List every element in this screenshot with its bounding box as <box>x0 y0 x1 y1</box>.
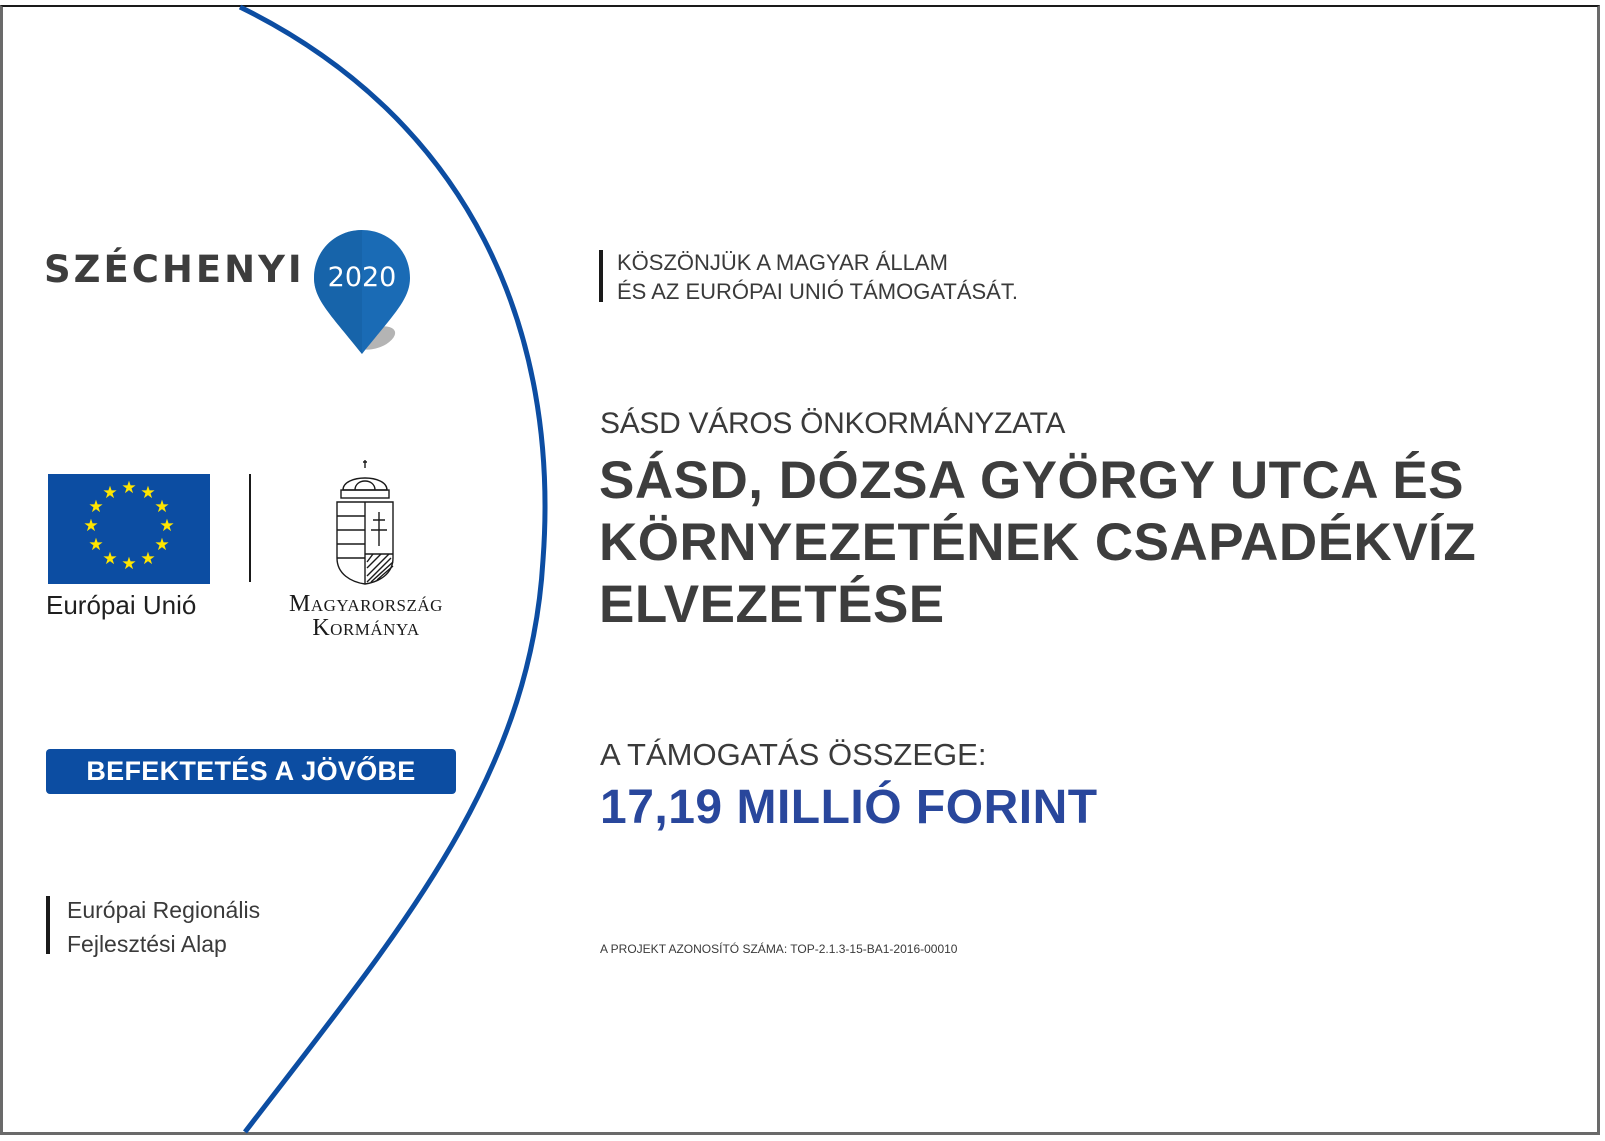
support-amount-value: 17,19 MILLIÓ FORINT <box>600 781 1098 834</box>
thanks-line-1: KÖSZÖNJÜK A MAGYAR ÁLLAM <box>617 250 948 275</box>
gov-line-1: Magyarország <box>289 591 443 617</box>
location-pin-icon <box>312 228 412 358</box>
project-title-line-3: ELVEZETÉSE <box>599 575 945 634</box>
slogan-banner: BEFEKTETÉS A JÖVŐBE <box>46 749 456 794</box>
thanks-line-2: ÉS AZ EURÓPAI UNIÓ TÁMOGATÁSÁT. <box>617 279 1018 304</box>
svg-text:★: ★ <box>140 549 156 569</box>
project-title-line-2: KÖRNYEZETÉNEK CSAPADÉKVÍZ <box>599 513 1477 572</box>
project-title-line-1: SÁSD, DÓZSA GYÖRGY UTCA ÉS <box>599 451 1465 510</box>
svg-text:★: ★ <box>88 535 104 555</box>
fund-name <box>67 893 260 961</box>
coat-of-arms-icon <box>333 458 397 586</box>
svg-text:★: ★ <box>154 535 170 555</box>
thanks-message <box>617 248 1018 306</box>
svg-text:★: ★ <box>159 516 175 536</box>
svg-text:★: ★ <box>102 483 118 503</box>
svg-text:★: ★ <box>121 554 137 574</box>
thanks-accent-bar <box>599 250 603 302</box>
svg-text:★: ★ <box>121 478 137 498</box>
szechenyi-logo-text: SZÉCHENYI <box>44 248 305 291</box>
year-text: 2020 <box>327 262 397 293</box>
project-title <box>599 450 1476 636</box>
government-label <box>267 592 465 640</box>
svg-text:★: ★ <box>140 483 156 503</box>
gov-line-2: Kormánya <box>312 615 420 641</box>
svg-text:★: ★ <box>102 549 118 569</box>
beneficiary-name: SÁSD VÁROS ÖNKORMÁNYZATA <box>600 407 1066 440</box>
fund-line-1: Európai Regionális <box>67 897 261 923</box>
svg-text:★: ★ <box>88 497 104 517</box>
eu-label: Európai Unió <box>46 590 197 620</box>
svg-text:★: ★ <box>83 516 99 536</box>
support-amount-label: A TÁMOGATÁS ÖSSZEGE: <box>600 737 987 772</box>
project-id: A PROJEKT AZONOSÍTÓ SZÁMA: TOP-2.1.3-15-BA1-2016-00010 <box>600 942 958 956</box>
eu-flag-icon <box>48 474 210 584</box>
svg-text:★: ★ <box>154 497 170 517</box>
fund-accent-bar <box>46 896 50 954</box>
logo-divider <box>249 474 251 582</box>
fund-line-2: Fejlesztési Alap <box>67 931 227 957</box>
